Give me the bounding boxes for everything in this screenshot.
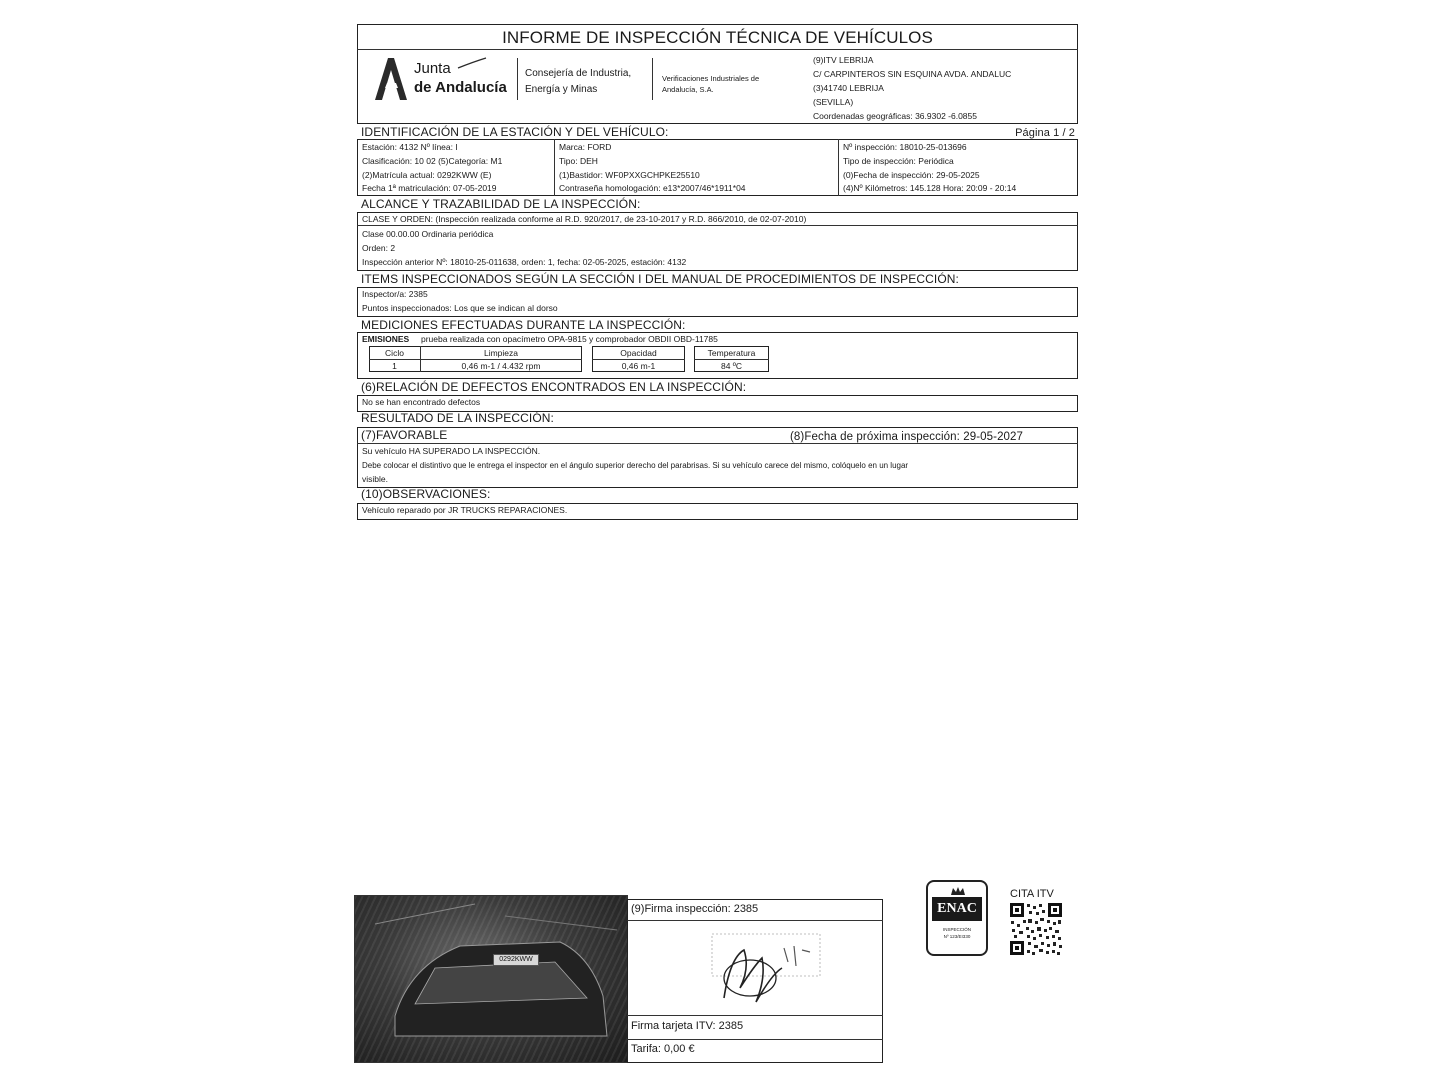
distintivo-text-2: visible. xyxy=(362,474,388,484)
ident-header: IDENTIFICACIÓN DE LA ESTACIÓN Y DEL VEHÍCULO: xyxy=(361,125,669,139)
ident-col2-line-2: Tipo: DEH xyxy=(559,156,598,166)
enac-sub-2: Nº 123/EI330 xyxy=(943,934,971,939)
limpieza-header: Limpieza xyxy=(483,348,519,358)
station-address-line-2: C/ CARPINTEROS SIN ESQUINA AVDA. ANDALUC xyxy=(813,69,1012,79)
logo-line-2: de Andalucía xyxy=(414,79,507,96)
junta-a-icon xyxy=(370,56,414,102)
consejeria-line-1: Consejería de Industria, xyxy=(525,68,632,79)
observaciones-text: Vehículo reparado por JR TRUCKS REPARACIONES. xyxy=(362,505,568,515)
defectos-header: (6)RELACIÓN DE DEFECTOS ENCONTRADOS EN LA INSPECCIÓN: xyxy=(361,380,747,394)
alcance-header: ALCANCE Y TRAZABILIDAD DE LA INSPECCIÓN: xyxy=(361,197,641,211)
enac-logo-text: ENAC xyxy=(937,901,977,916)
ident-col3-line-2: Tipo de inspección: Periódica xyxy=(843,156,954,166)
page-number: Página 1 / 2 xyxy=(1015,127,1075,139)
orden: Orden: 2 xyxy=(362,243,396,253)
station-address-line-1: (9)ITV LEBRIJA xyxy=(813,55,874,65)
emisiones-label: EMISIONES xyxy=(362,334,410,344)
mediciones-header: MEDICIONES EFECTUADAS DURANTE LA INSPECCIÓN: xyxy=(361,318,686,332)
distintivo-text-1: Debe colocar el distintivo que le entrega el inspector en el ángulo superior derecho del parabrisas. Si su vehículo carece del mismo, colóquelo en un lugar xyxy=(362,461,909,470)
fecha-proxima-inspeccion: (8)Fecha de próxima inspección: 29-05-2027 xyxy=(790,431,1024,443)
verificaciones-line-2: Andalucía, S.A. xyxy=(662,85,714,94)
license-plate-text: 0292KWW xyxy=(499,956,533,963)
ident-col2-line-3: (1)Bastidor: WF0PXXGCHPKE25510 xyxy=(559,170,700,180)
enac-sub-1: INSPECCIÓN xyxy=(942,927,971,932)
ident-col1-line-2: Clasificación: 10 02 (5)Categoría: M1 xyxy=(362,156,503,166)
opacidad-value: 0,46 m-1 xyxy=(621,361,656,371)
station-coordinates: Coordenadas geográficas: 36.9302 -6.0855 xyxy=(813,111,977,121)
inspector: Inspector/a: 2385 xyxy=(362,289,428,299)
superado-text: Su vehículo HA SUPERADO LA INSPECCIÓN. xyxy=(362,446,541,456)
ident-col1-line-3: (2)Matrícula actual: 0292KWW (E) xyxy=(362,170,492,180)
ident-col2-line-4: Contraseña homologación: e13*2007/46*1911*04 xyxy=(559,183,746,193)
vehicle-photo xyxy=(354,895,628,1063)
resultado-header: RESULTADO DE LA INSPECCIÓN: xyxy=(361,411,554,425)
clase-orden: CLASE Y ORDEN: (Inspección realizada conforme al R.D. 920/2017, de 23-10-2017 y R.D. 866/2010, de 02-07-2010) xyxy=(362,214,807,224)
ident-col1-line-1: Estación: 4132 Nº línea: I xyxy=(362,142,458,152)
logo-line-1: Junta xyxy=(414,60,451,77)
limpieza-value: 0,46 m-1 / 4.432 rpm xyxy=(461,361,541,371)
items-header: ITEMS INSPECCIONADOS SEGÚN LA SECCIÓN I DEL MANUAL DE PROCEDIMIENTOS DE INSPECCIÓN: xyxy=(361,272,959,286)
ident-col3-line-4: (4)Nº Kilómetros: 145.128 Hora: 20:09 - 20:14 xyxy=(843,183,1017,193)
temperatura-value: 84 ºC xyxy=(720,361,743,371)
verificaciones-line-1: Verificaciones Industriales de xyxy=(662,74,760,83)
station-address-line-3: (3)41740 LEBRIJA xyxy=(813,83,884,93)
signature-stamp xyxy=(710,928,830,1012)
inspeccion-anterior: Inspección anterior Nº: 18010-25-011638, orden: 1, fecha: 02-05-2025, estación: 4132 xyxy=(362,257,687,267)
license-plate xyxy=(493,954,539,966)
opacidad-header: Opacidad xyxy=(620,348,657,358)
ident-col3-line-3: (0)Fecha de inspección: 29-05-2025 xyxy=(843,170,980,180)
emisiones-text: prueba realizada con opacímetro OPA-9815 y comprobador OBDII OBD-11785 xyxy=(421,334,718,344)
report-title: INFORME DE INSPECCIÓN TÉCNICA DE VEHÍCULOS xyxy=(502,28,933,47)
junta-andalucia-logo xyxy=(370,56,510,102)
observaciones-header: (10)OBSERVACIONES: xyxy=(361,487,491,501)
firma-tarjeta: Firma tarjeta ITV: 2385 xyxy=(631,1020,744,1032)
ident-col2-line-1: Marca: FORD xyxy=(559,142,612,152)
cita-itv-label: CITA ITV xyxy=(1010,888,1054,900)
signature-icon xyxy=(710,928,830,1012)
car-silhouette-icon xyxy=(355,896,627,1062)
enac-logo xyxy=(926,880,988,956)
temperatura-header: Temperatura xyxy=(707,348,756,358)
consejeria-line-2: Energía y Minas xyxy=(525,84,598,95)
crown-icon xyxy=(950,886,966,896)
firma-inspeccion: (9)Firma inspección: 2385 xyxy=(631,903,759,915)
resultado-favorable: (7)FAVORABLE xyxy=(361,428,448,442)
qr-code-icon xyxy=(1009,902,1063,956)
ciclo-value: 1 xyxy=(392,361,397,371)
puntos-inspeccionados: Puntos inspeccionados: Los que se indican al dorso xyxy=(362,303,558,313)
defectos-text: No se han encontrado defectos xyxy=(362,397,481,407)
clase: Clase 00.00.00 Ordinaria periódica xyxy=(362,229,494,239)
ident-col3-line-1: Nº inspección: 18010-25-013696 xyxy=(843,142,967,152)
ident-col1-line-4: Fecha 1ª matriculación: 07-05-2019 xyxy=(362,183,497,193)
cita-itv-qr-code[interactable] xyxy=(1009,902,1063,956)
station-address-line-4: (SEVILLA) xyxy=(813,97,854,107)
tarifa: Tarifa: 0,00 € xyxy=(631,1043,695,1055)
ciclo-header: Ciclo xyxy=(385,348,404,358)
